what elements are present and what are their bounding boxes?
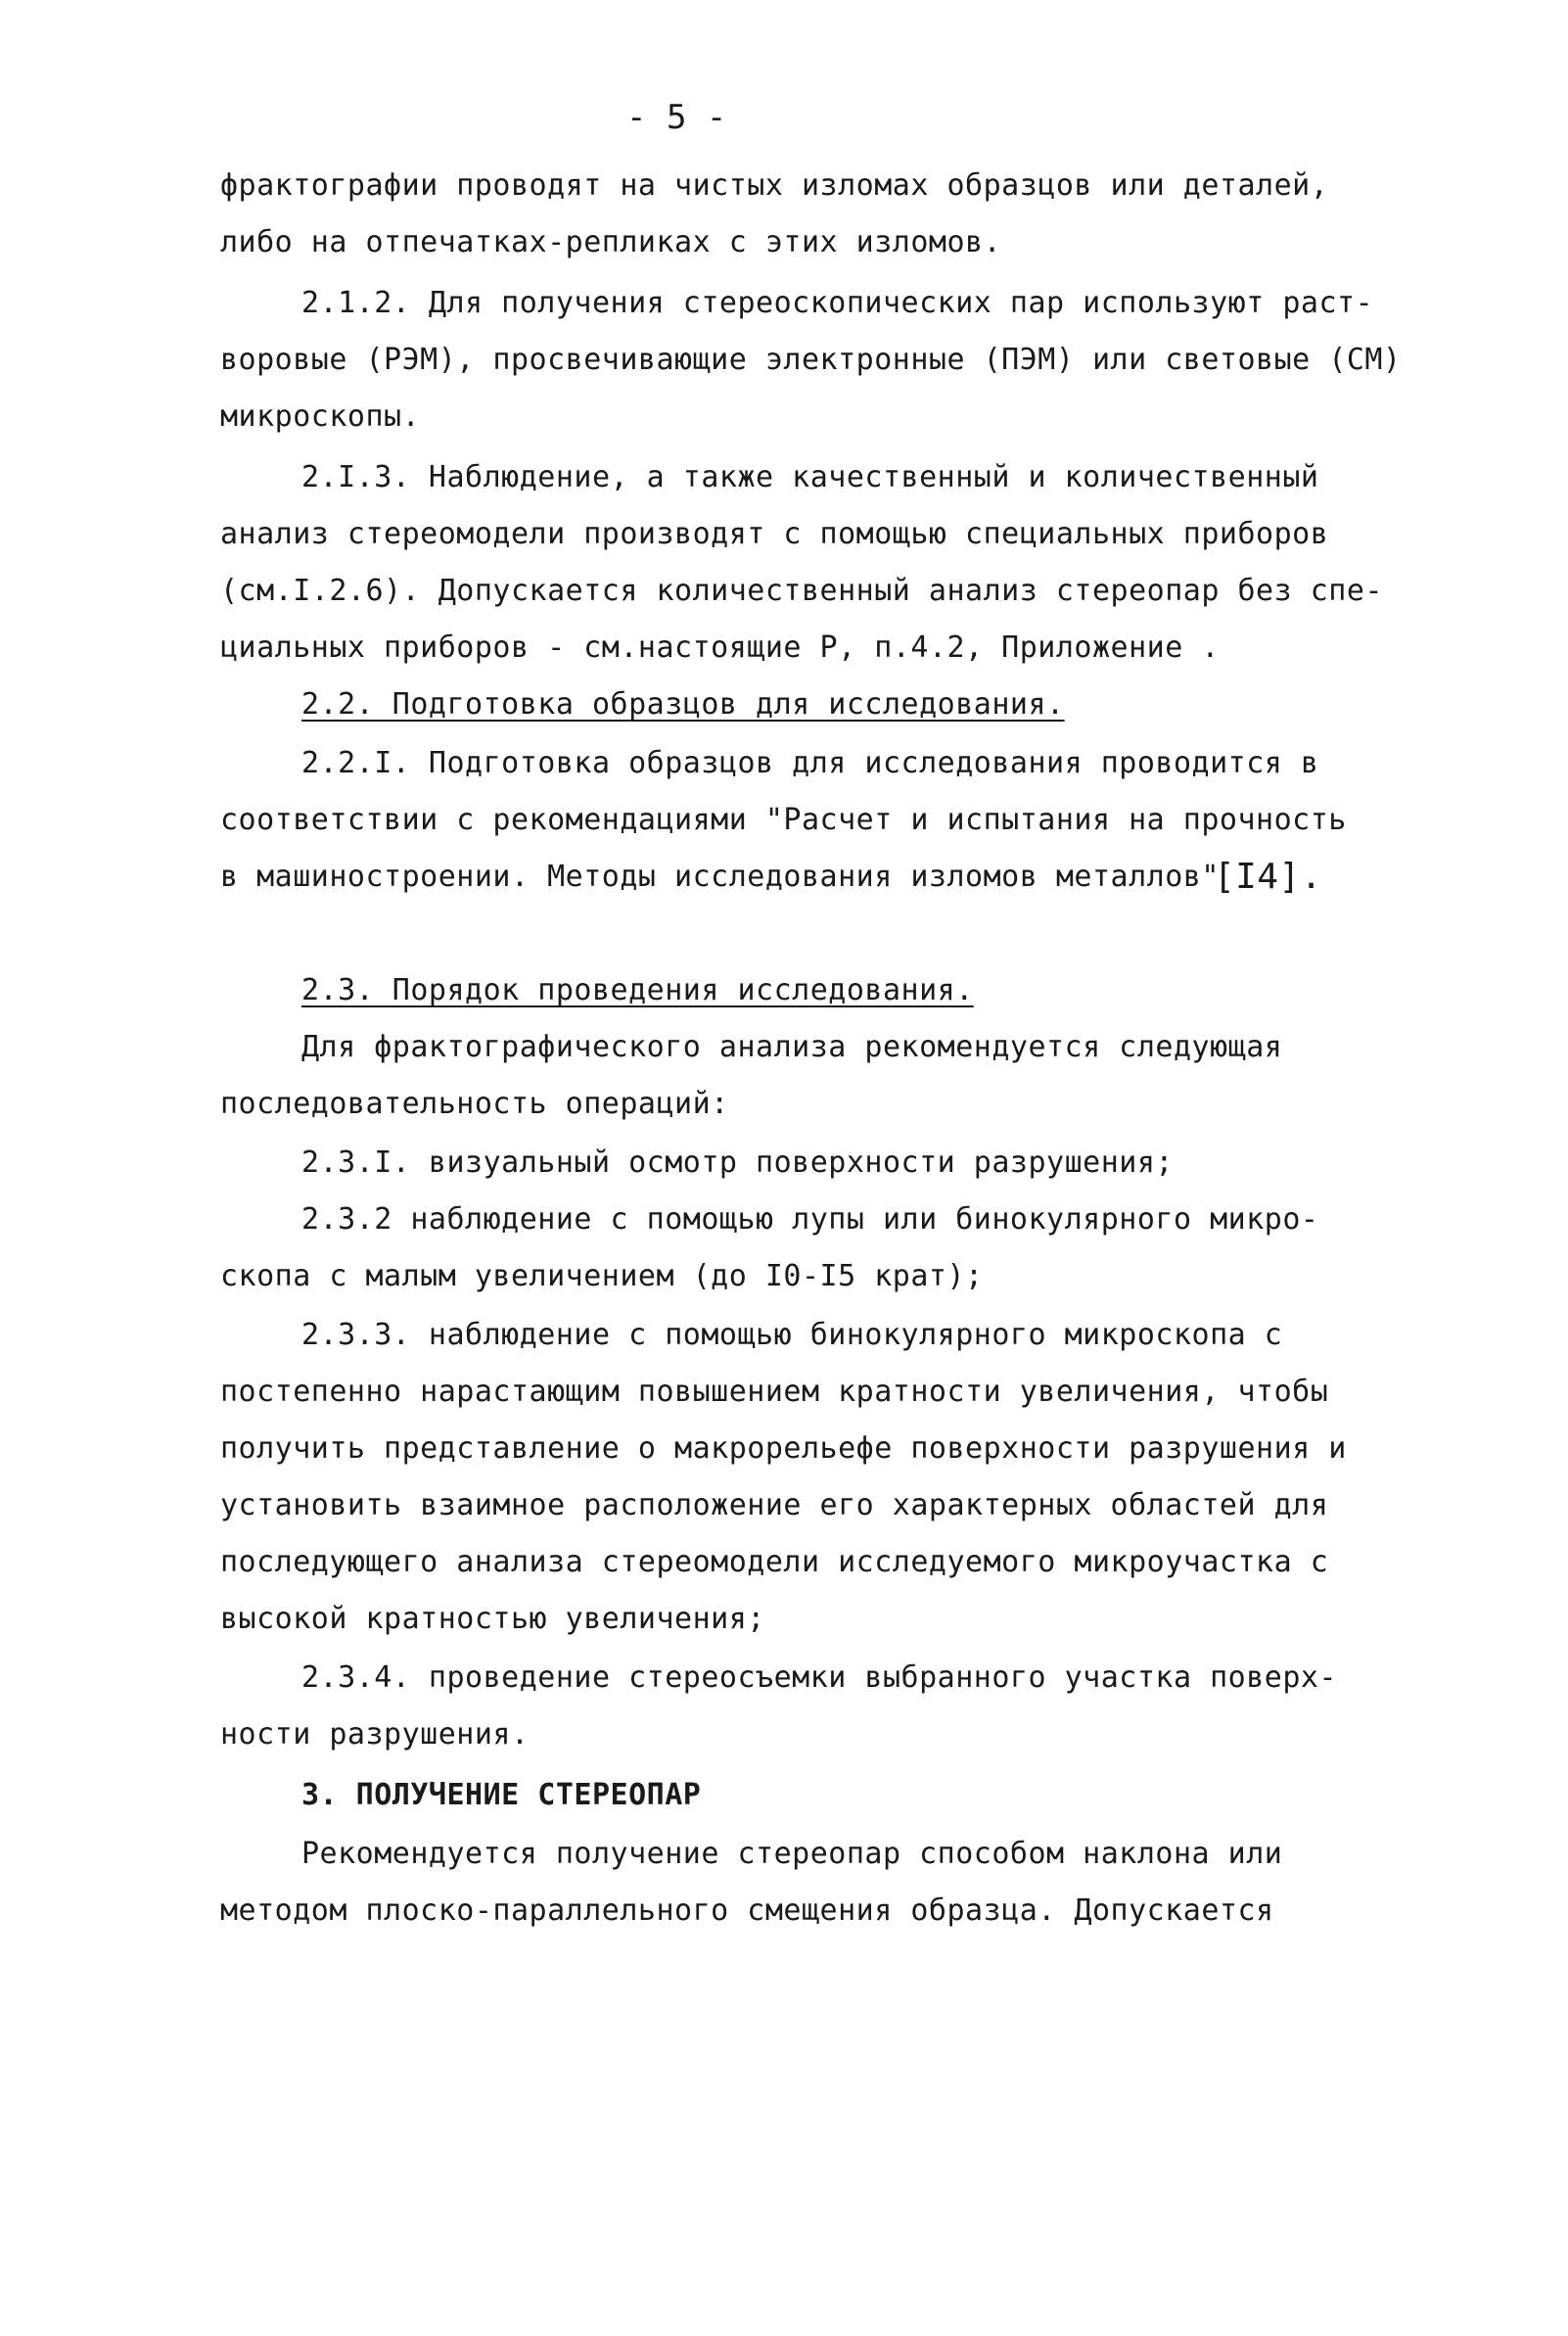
text-line: 2.I.3. Наблюдение, а также качественный и количественный <box>301 460 1319 494</box>
citation-reference: [I4]. <box>1214 857 1322 897</box>
text-line: скопа с малым увеличением (до I0-I5 крат); <box>220 1259 984 1293</box>
section-heading-2-3: 2.3. Порядок проведения исследования. <box>301 973 974 1007</box>
text-line: последующего анализа стереомодели исследуемого микроучастка с <box>220 1545 1329 1579</box>
text-line: 2.3.3. наблюдение с помощью бинокулярного микроскопа с <box>301 1318 1283 1352</box>
text-line: микроскопы. <box>220 399 421 434</box>
text-line: последовательность операций: <box>220 1087 729 1121</box>
page-number: - 5 - <box>626 98 727 137</box>
text-line: в машиностроении. Методы исследования изломов металлов" <box>220 860 1220 894</box>
text-line: соответствии с рекомендациями "Расчет и испытания на прочность <box>220 803 1347 837</box>
text-line: анализ стереомодели производят с помощью специальных приборов <box>220 517 1329 551</box>
text-line: постепенно нарастающим повышением кратности увеличения, чтобы <box>220 1375 1329 1409</box>
text-line: ности разрушения. <box>220 1717 530 1752</box>
text-line: высокой кратностью увеличения; <box>220 1602 765 1636</box>
section-heading-3: 3. ПОЛУЧЕНИЕ СТЕРЕОПАР <box>301 1778 702 1812</box>
text-line: либо на отпечатках-репликах с этих изломов. <box>220 225 1002 259</box>
section-heading-2-2: 2.2. Подготовка образцов для исследования. <box>301 687 1065 722</box>
text-line: 2.3.I. визуальный осмотр поверхности разрушения; <box>301 1145 1174 1180</box>
text-line: получить представление о макрорельефе поверхности разрушения и <box>220 1431 1347 1466</box>
text-line: методом плоско-параллельного смещения образца. Допускается <box>220 1893 1274 1928</box>
text-line: фрактографии проводят на чистых изломах образцов или деталей, <box>220 168 1329 203</box>
text-line: (см.I.2.6). Допускается количественный анализ стереопар без спе- <box>220 574 1383 608</box>
text-line: циальных приборов - см.настоящие Р, п.4.2, Приложение . <box>220 631 1220 665</box>
text-line: 2.3.4. проведение стереосъемки выбранного участка поверх- <box>301 1660 1338 1695</box>
text-line: 2.1.2. Для получения стереоскопических пар используют раст- <box>301 286 1374 320</box>
text-line: воровые (РЭМ), просвечивающие электронные (ПЭМ) или световые (СМ) <box>220 343 1402 377</box>
text-line: 2.3.2 наблюдение с помощью лупы или бинокулярного микро- <box>301 1202 1319 1237</box>
text-line: Для фрактографического анализа рекомендуется следующая <box>301 1030 1283 1064</box>
text-line: 2.2.I. Подготовка образцов для исследования проводится в <box>301 746 1319 780</box>
text-line: Рекомендуется получение стереопар способом наклона или <box>301 1837 1283 1871</box>
text-line: установить взаимное расположение его характерных областей для <box>220 1488 1329 1522</box>
